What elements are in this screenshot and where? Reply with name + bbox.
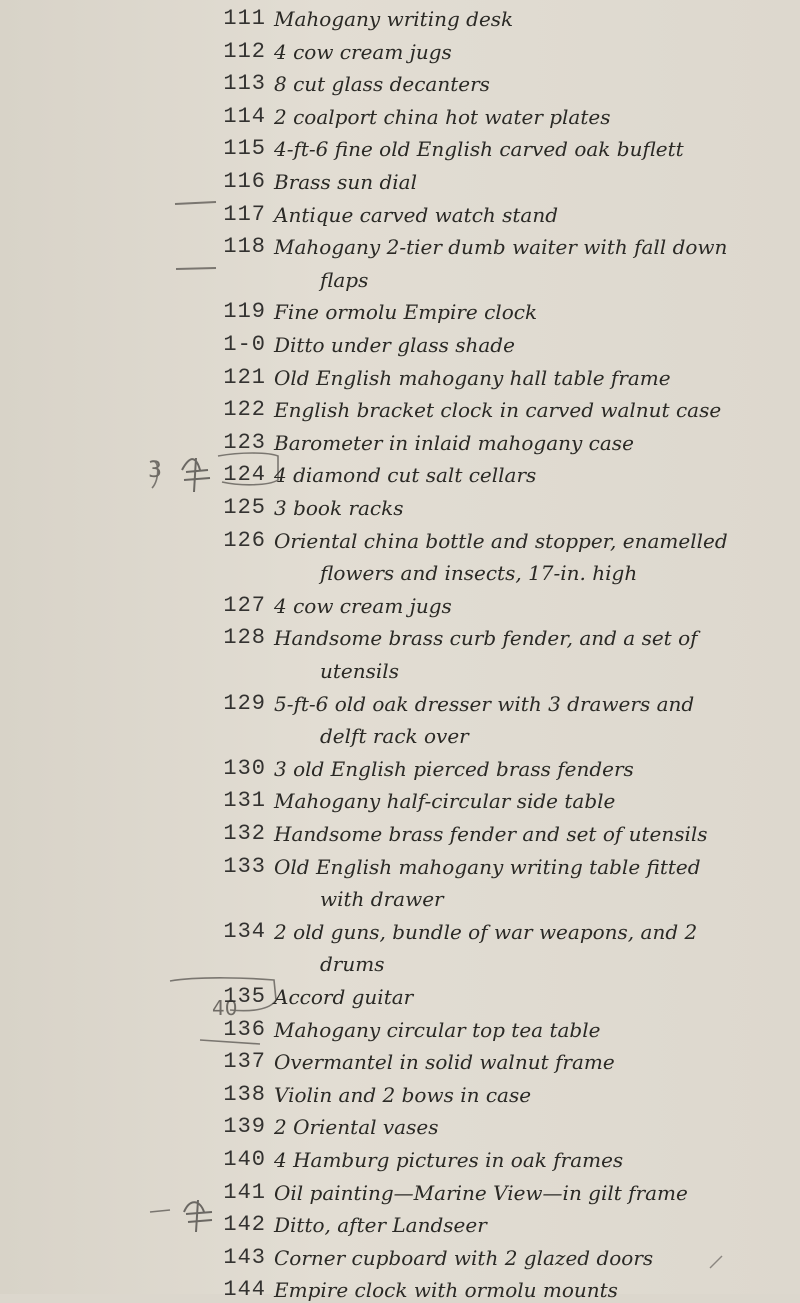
lot-description: 3 old English pierced brass fenders xyxy=(274,757,634,781)
lot-description-continuation: with drawer xyxy=(320,887,444,911)
lot-number: 118 xyxy=(223,234,266,259)
lot-description-continuation: flaps xyxy=(320,268,369,292)
lot-number: 143 xyxy=(223,1245,266,1270)
lot-number: 134 xyxy=(223,919,266,944)
lot-number: 124 xyxy=(223,462,266,487)
lot-description: 5-ft-6 old oak dresser with 3 drawers and xyxy=(274,692,695,716)
lot-description: Corner cupboard with 2 glazed doors xyxy=(274,1246,654,1270)
lot-number: 137 xyxy=(223,1049,266,1074)
lot-description: Antique carved watch stand xyxy=(274,203,559,227)
lot-description: 2 coalport china hot water plates xyxy=(274,105,611,129)
lot-description: 2 old guns, bundle of war weapons, and 2 xyxy=(274,920,698,944)
lot-description: 3 book racks xyxy=(274,496,404,520)
lot-description: Violin and 2 bows in case xyxy=(274,1083,532,1107)
lot-description: Accord guitar xyxy=(274,985,414,1009)
lot-description: 2 Oriental vases xyxy=(274,1115,439,1139)
lot-description-continuation: flowers and insects, 17-in. high xyxy=(320,561,638,585)
pencil-dash-117 xyxy=(176,268,216,269)
lot-number: 117 xyxy=(223,202,266,227)
lot-number: 126 xyxy=(223,528,266,553)
lot-description: Handsome brass curb fender, and a set of xyxy=(274,626,698,650)
lot-description: Barometer in inlaid mahogany case xyxy=(274,431,634,455)
lot-description: 4-ft-6 fine old English carved oak buflett xyxy=(274,137,684,161)
lot-description: 4 diamond cut salt cellars xyxy=(274,463,537,487)
lot-number: 140 xyxy=(223,1147,266,1172)
lot-description: English bracket clock in carved walnut case xyxy=(274,398,722,422)
lot-number: 116 xyxy=(223,169,266,194)
lot-description: Handsome brass fender and set of utensils xyxy=(274,822,708,846)
lot-number: 141 xyxy=(223,1180,266,1205)
lot-description-continuation: drums xyxy=(320,952,385,976)
lot-number: 131 xyxy=(223,788,266,813)
lot-number: 127 xyxy=(223,593,266,618)
lot-description: Mahogany writing desk xyxy=(274,7,514,31)
lot-description: Fine ormolu Empire clock xyxy=(274,300,538,324)
lot-description: 4 cow cream jugs xyxy=(274,40,452,64)
lot-description: Brass sun dial xyxy=(274,170,417,194)
pencil-curl-122 xyxy=(150,461,158,488)
lot-description: Mahogany circular top tea table xyxy=(274,1018,601,1042)
lot-number: 136 xyxy=(223,1017,266,1042)
lot-description: Empire clock with ormolu mounts xyxy=(274,1278,618,1302)
lot-number: 133 xyxy=(223,854,266,879)
lot-number: 115 xyxy=(223,136,266,161)
lot-number: 132 xyxy=(223,821,266,846)
lot-number: 1-0 xyxy=(223,332,266,357)
lot-number: 142 xyxy=(223,1212,266,1237)
lot-description-continuation: utensils xyxy=(320,659,399,683)
lot-description: Oil painting—Marine View—in gilt frame xyxy=(274,1181,688,1205)
lot-description: 4 Hamburg pictures in oak frames xyxy=(274,1148,624,1172)
lot-description-continuation: delft rack over xyxy=(320,724,469,748)
lot-number: 144 xyxy=(223,1277,266,1302)
lot-number: 112 xyxy=(223,39,266,64)
lot-description: Overmantel in solid walnut frame xyxy=(274,1050,615,1074)
lot-number: 130 xyxy=(223,756,266,781)
side-note-122: 3 xyxy=(148,458,162,483)
lot-number: 128 xyxy=(223,625,266,650)
lot-description: Oriental china bottle and stopper, enamelled xyxy=(274,529,728,553)
lot-number: 129 xyxy=(223,691,266,716)
lot-description: 4 cow cream jugs xyxy=(274,594,452,618)
lot-description: Old English mahogany hall table frame xyxy=(274,366,671,390)
lot-description: Old English mahogany writing table fitted xyxy=(274,855,701,879)
lot-number: 135 xyxy=(223,984,266,1009)
lot-number: 139 xyxy=(223,1114,266,1139)
lot-description: Ditto under glass shade xyxy=(274,333,515,357)
lot-description: Mahogany half-circular side table xyxy=(274,789,616,813)
lot-number: 125 xyxy=(223,495,266,520)
lot-description: Ditto, after Landseer xyxy=(274,1213,487,1237)
lot-description: Mahogany 2-tier dumb waiter with fall down xyxy=(274,235,728,259)
lot-number: 122 xyxy=(223,397,266,422)
side-note-134: 40 xyxy=(212,996,238,1020)
lot-number: 113 xyxy=(223,71,266,96)
lot-number: 138 xyxy=(223,1082,266,1107)
lot-description: 8 cut glass decanters xyxy=(274,72,490,96)
lot-number: 111 xyxy=(223,6,266,31)
lot-number: 119 xyxy=(223,299,266,324)
lot-number: 114 xyxy=(223,104,266,129)
lot-number: 121 xyxy=(223,365,266,390)
pencil-tick-143 xyxy=(150,1210,170,1212)
lot-number: 123 xyxy=(223,430,266,455)
